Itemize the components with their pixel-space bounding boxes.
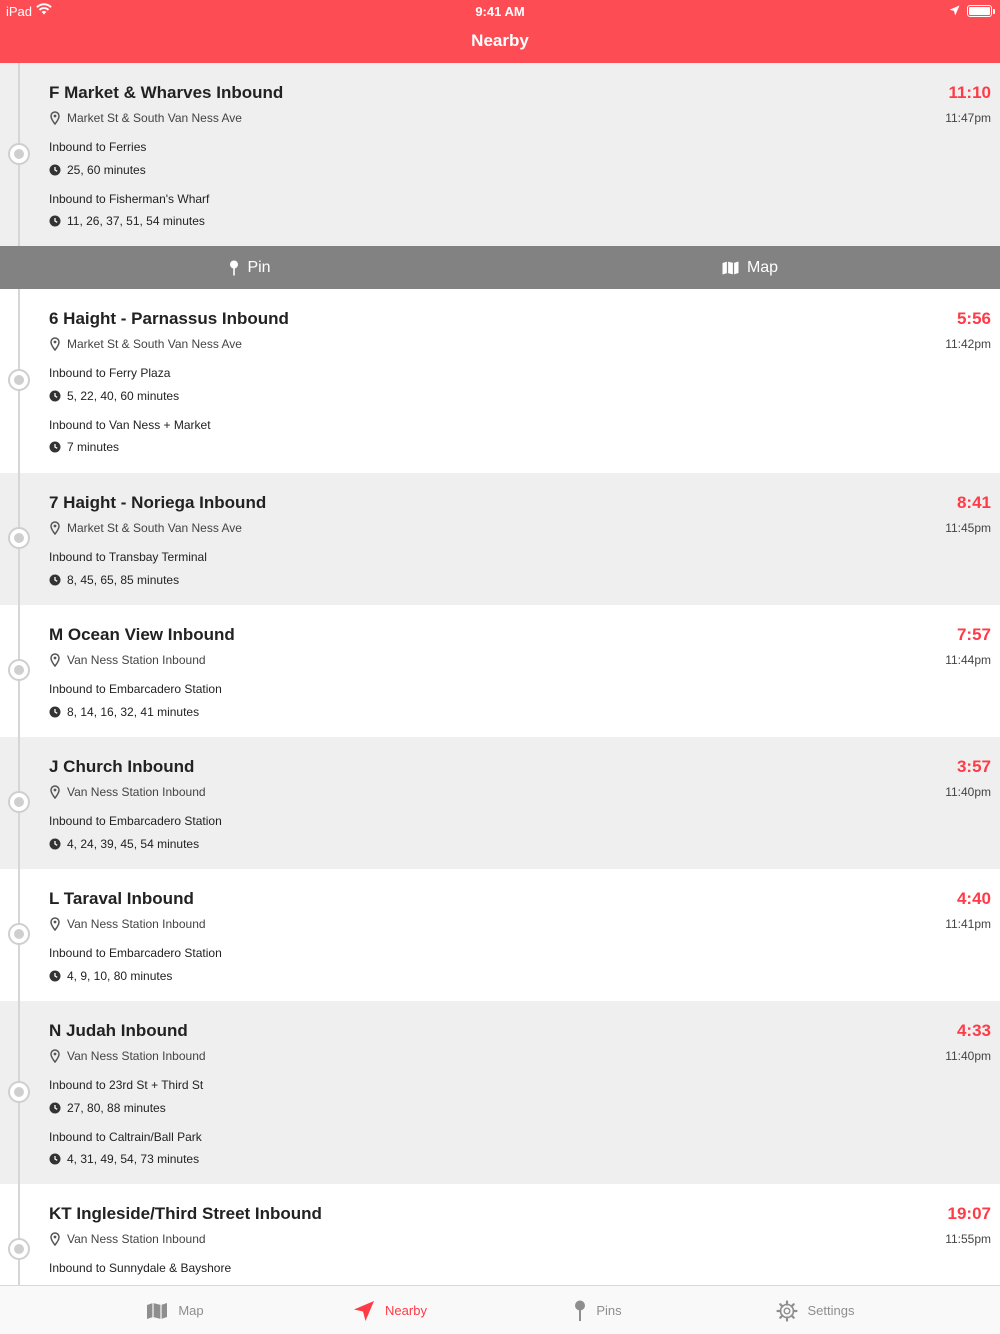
map-marker-icon (49, 1232, 61, 1246)
route-stop (49, 1232, 206, 1246)
pin-icon (574, 1300, 586, 1322)
tab-nearby-label: Nearby (385, 1303, 427, 1318)
route-row-f-market[interactable] (0, 63, 1000, 246)
route-stop-name: Market St & South Van Ness Ave (67, 111, 242, 125)
pin-button[interactable] (0, 246, 500, 289)
clock-icon (49, 215, 61, 227)
next-arrival-time: 4:33 (956, 1021, 991, 1040)
route-stop-name: Market St & South Van Ness Ave (67, 521, 242, 535)
direction-times (49, 389, 179, 403)
next-arrival-time: 3:57 (956, 757, 991, 776)
direction-times-text: 8, 14, 16, 32, 41 minutes (67, 705, 200, 719)
next-arrival-time: 5:56 (956, 309, 991, 328)
last-arrival-time: 11:40pm (945, 785, 991, 799)
clock-icon (49, 970, 61, 982)
map-icon (146, 1302, 168, 1320)
top-bar (0, 0, 1000, 63)
map-button[interactable] (500, 246, 1000, 289)
pin-icon (229, 260, 239, 276)
nearby-routes-list[interactable] (0, 63, 1000, 1285)
status-time: 9:41 AM (475, 4, 525, 19)
route-title: F Market & Wharves Inbound (49, 83, 284, 102)
last-arrival-time: 11:55pm (945, 1232, 991, 1246)
last-arrival-time: 11:42pm (945, 337, 991, 351)
map-icon (722, 261, 739, 275)
location-arrow-icon (353, 1300, 375, 1322)
direction-times-text: 7 minutes (67, 440, 120, 454)
route-stop (49, 521, 242, 535)
route-stop (49, 111, 242, 125)
battery-icon (967, 5, 992, 17)
tab-settings-label: Settings (807, 1303, 855, 1318)
timeline-line (18, 1184, 20, 1285)
map-button-label: Map (746, 258, 779, 276)
gear-icon (776, 1300, 798, 1322)
tab-settings[interactable] (690, 1286, 940, 1334)
route-title: N Judah Inbound (49, 1021, 188, 1040)
timeline-dot-icon (8, 527, 30, 549)
direction-times (49, 1152, 199, 1166)
timeline-dot-icon (8, 369, 30, 391)
clock-icon (49, 574, 61, 586)
timeline-dot-icon (8, 791, 30, 813)
route-row-kt-ingleside[interactable] (0, 1184, 1000, 1285)
timeline-dot-icon (8, 923, 30, 945)
timeline-dot-icon (8, 1238, 30, 1260)
map-marker-icon (49, 337, 61, 351)
pin-button-label: Pin (247, 258, 271, 276)
map-marker-icon (49, 1049, 61, 1063)
next-arrival-time: 7:57 (956, 625, 991, 644)
page-title: Nearby (471, 31, 529, 50)
direction-times-text: 11, 26, 37, 51, 54 minutes (67, 214, 205, 228)
direction-destination: Inbound to Ferry Plaza (49, 366, 171, 380)
route-stop-name: Van Ness Station Inbound (67, 1049, 206, 1063)
tab-pins[interactable] (473, 1286, 723, 1334)
direction-times (49, 969, 172, 983)
route-stop-name: Van Ness Station Inbound (67, 917, 206, 931)
clock-icon (49, 390, 61, 402)
next-arrival-time: 8:41 (956, 493, 991, 512)
timeline-dot-icon (8, 143, 30, 165)
clock-icon (49, 1153, 61, 1165)
next-arrival-time: 19:07 (947, 1204, 991, 1223)
direction-destination: Inbound to Van Ness + Market (49, 418, 211, 432)
direction-times-text: 25, 60 minutes (67, 163, 146, 177)
direction-times (49, 705, 199, 719)
route-row-6-haight[interactable] (0, 289, 1000, 473)
status-bar (0, 0, 1000, 22)
route-stop-name: Van Ness Station Inbound (67, 785, 206, 799)
direction-destination: Inbound to Embarcadero Station (49, 946, 222, 960)
route-stop (49, 653, 206, 667)
direction-destination: Inbound to Fisherman's Wharf (49, 192, 210, 206)
map-marker-icon (49, 785, 61, 799)
route-title: 6 Haight - Parnassus Inbound (49, 309, 289, 328)
direction-destination: Inbound to Sunnydale & Bayshore (49, 1261, 232, 1275)
route-title: 7 Haight - Noriega Inbound (49, 493, 267, 512)
route-row-l-taraval[interactable] (0, 869, 1000, 1001)
route-stop (49, 337, 242, 351)
last-arrival-time: 11:47pm (945, 111, 991, 125)
direction-times (49, 1101, 166, 1115)
timeline-dot-icon (8, 1081, 30, 1103)
route-title: J Church Inbound (49, 757, 195, 776)
tab-map[interactable] (50, 1286, 300, 1334)
next-arrival-time: 4:40 (956, 889, 991, 908)
clock-icon (49, 164, 61, 176)
tab-bar (0, 1285, 1000, 1334)
direction-times (49, 573, 179, 587)
direction-destination: Inbound to Transbay Terminal (49, 550, 207, 564)
direction-destination: Inbound to Embarcadero Station (49, 682, 222, 696)
tab-pins-label: Pins (596, 1303, 622, 1318)
clock-icon (49, 441, 61, 453)
map-marker-icon (49, 111, 61, 125)
route-row-n-judah[interactable] (0, 1001, 1000, 1184)
clock-icon (49, 1102, 61, 1114)
last-arrival-time: 11:41pm (945, 917, 991, 931)
map-marker-icon (49, 521, 61, 535)
route-action-bar (0, 246, 1000, 289)
clock-icon (49, 706, 61, 718)
route-stop-name: Van Ness Station Inbound (67, 653, 206, 667)
route-stop-name: Van Ness Station Inbound (67, 1232, 206, 1246)
direction-times (49, 837, 199, 851)
direction-times-text: 4, 24, 39, 45, 54 minutes (67, 837, 200, 851)
device-label: iPad (6, 4, 33, 19)
direction-times-text: 8, 45, 65, 85 minutes (67, 573, 180, 587)
last-arrival-time: 11:44pm (945, 653, 991, 667)
last-arrival-time: 11:45pm (945, 521, 991, 535)
clock-icon (49, 838, 61, 850)
map-marker-icon (49, 653, 61, 667)
direction-destination: Inbound to Ferries (49, 140, 147, 154)
timeline-dot-icon (8, 659, 30, 681)
direction-times (49, 214, 205, 228)
direction-times-text: 4, 31, 49, 54, 73 minutes (67, 1152, 200, 1166)
last-arrival-time: 11:40pm (945, 1049, 991, 1063)
direction-destination: Inbound to 23rd St + Third St (49, 1078, 204, 1092)
direction-destination: Inbound to Embarcadero Station (49, 814, 222, 828)
direction-times-text: 4, 9, 10, 80 minutes (67, 969, 173, 983)
map-marker-icon (49, 917, 61, 931)
route-title: L Taraval Inbound (49, 889, 194, 908)
route-stop (49, 785, 206, 799)
tab-map-label: Map (178, 1303, 204, 1318)
route-row-j-church[interactable] (0, 737, 1000, 869)
route-stop (49, 917, 206, 931)
direction-destination: Inbound to Caltrain/Ball Park (49, 1130, 202, 1144)
route-stop-name: Market St & South Van Ness Ave (67, 337, 242, 351)
route-title: M Ocean View Inbound (49, 625, 235, 644)
direction-times (49, 440, 119, 454)
location-services-icon (949, 4, 960, 19)
route-row-m-ocean-view[interactable] (0, 605, 1000, 737)
route-title: KT Ingleside/Third Street Inbound (49, 1204, 322, 1223)
direction-times-text: 27, 80, 88 minutes (67, 1101, 166, 1115)
next-arrival-time: 11:10 (948, 83, 991, 102)
direction-times (49, 163, 146, 177)
direction-times-text: 5, 22, 40, 60 minutes (67, 389, 180, 403)
route-stop (49, 1049, 206, 1063)
route-row-7-haight[interactable] (0, 473, 1000, 605)
